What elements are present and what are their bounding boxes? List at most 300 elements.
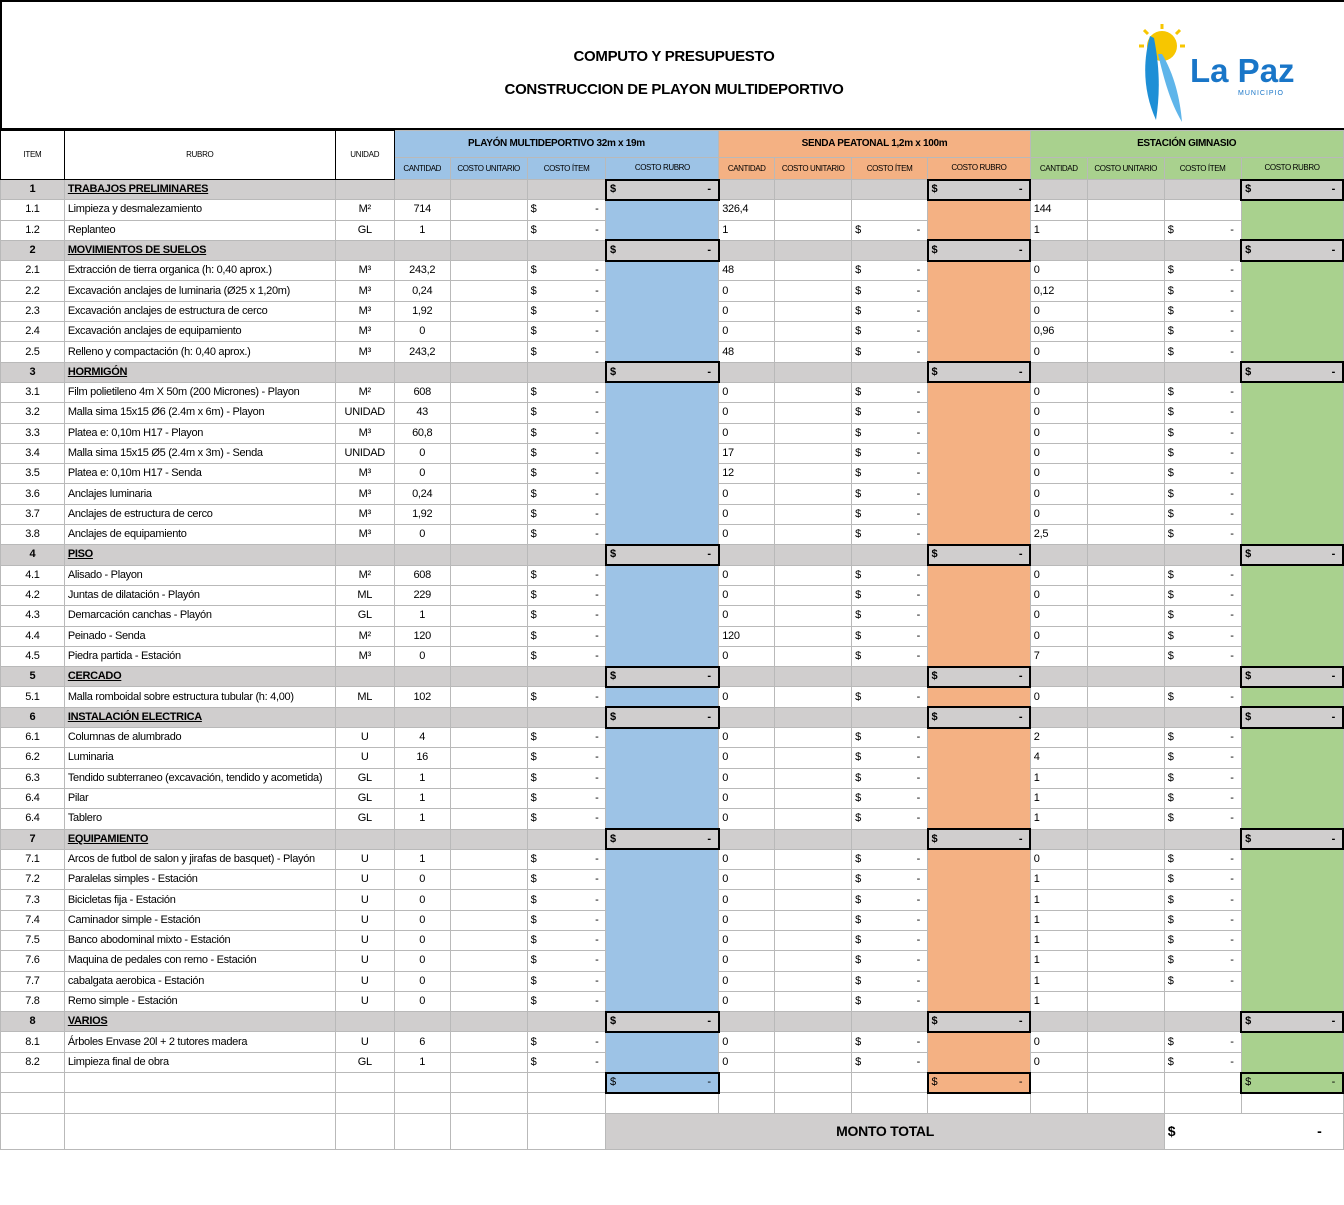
item-rubro: Luminaria [64, 748, 335, 768]
item-unit: U [335, 728, 394, 748]
item-cost-estacion [1164, 525, 1241, 545]
currency-symbol: $ [1167, 751, 1174, 764]
unit-cost-playon [450, 991, 527, 1011]
unit-cost-playon [450, 403, 527, 423]
item-rubro: Replanteo [64, 220, 335, 240]
money-value: - [595, 873, 599, 886]
money-value: - [1230, 609, 1234, 622]
empty-cell [719, 240, 775, 260]
unit-cost-senda [775, 748, 852, 768]
header-item: ITEM [1, 131, 65, 180]
quantity-estacion: 1 [1030, 930, 1087, 950]
rubro-cost-senda-block [928, 382, 1031, 544]
empty-cell [450, 667, 527, 687]
section-number: 8 [1, 1012, 65, 1032]
header-senda-costo-rubro: COSTO RUBRO [928, 158, 1031, 180]
unit-cost-senda [775, 951, 852, 971]
header-rubro: RUBRO [64, 131, 335, 180]
item-unit: ML [335, 585, 394, 605]
item-cost-playon [527, 1032, 606, 1052]
empty-cell [335, 1012, 394, 1032]
item-number: 8.2 [1, 1052, 65, 1072]
money-value: - [595, 1035, 599, 1048]
quantity-senda: 0 [719, 768, 775, 788]
section-cost-estacion [1241, 707, 1343, 727]
unit-cost-senda [775, 890, 852, 910]
spacer-row [1, 1093, 1344, 1113]
unit-cost-playon [450, 606, 527, 626]
item-unit: M² [335, 626, 394, 646]
currency-symbol: $ [855, 893, 861, 906]
currency-symbol: $ [1167, 325, 1174, 338]
item-rubro: Excavación anclajes de estructura de cerco [64, 301, 335, 321]
item-cost-estacion [1164, 951, 1241, 971]
item-number: 6.3 [1, 768, 65, 788]
currency-symbol: $ [1167, 771, 1174, 784]
item-number: 3.5 [1, 464, 65, 484]
subtotal-playon [606, 1073, 719, 1093]
item-rubro: Columnas de alumbrado [64, 728, 335, 748]
item-cost-playon [527, 565, 606, 585]
money-value: - [1331, 365, 1335, 378]
currency-symbol: $ [1167, 609, 1174, 622]
item-rubro: Maquina de pedales con remo - Estación [64, 951, 335, 971]
rubro-cost-senda-block [928, 261, 1031, 362]
item-cost-estacion [1164, 1052, 1241, 1072]
money-value: - [1331, 1076, 1335, 1089]
money-value: - [916, 528, 920, 541]
quantity-estacion: 1 [1030, 870, 1087, 890]
item-unit: ML [335, 687, 394, 707]
item-cost-estacion [1164, 342, 1241, 362]
quantity-senda: 0 [719, 971, 775, 991]
unit-cost-estacion [1087, 342, 1164, 362]
item-number: 8.1 [1, 1032, 65, 1052]
item-rubro: Caminador simple - Estación [64, 910, 335, 930]
currency-symbol: $ [1167, 568, 1174, 581]
item-cost-playon [527, 281, 606, 301]
section-number: 6 [1, 707, 65, 727]
empty-cell [719, 1012, 775, 1032]
empty-cell [1087, 667, 1164, 687]
unit-cost-senda [775, 728, 852, 748]
money-value: - [1230, 345, 1234, 358]
money-value: - [916, 223, 920, 236]
unit-cost-playon [450, 565, 527, 585]
empty-cell [719, 707, 775, 727]
quantity-playon: 1 [394, 849, 450, 869]
money-value: - [1230, 304, 1234, 317]
money-value: - [916, 568, 920, 581]
empty-cell [335, 545, 394, 565]
item-unit: M³ [335, 423, 394, 443]
currency-symbol: $ [1167, 873, 1174, 886]
empty-cell [1030, 240, 1087, 260]
item-rubro: Relleno y compactación (h: 0,40 aprox.) [64, 342, 335, 362]
currency-symbol: $ [530, 568, 537, 581]
empty-cell [64, 1073, 335, 1093]
money-value: - [595, 954, 599, 967]
item-cost-estacion [1164, 646, 1241, 666]
unit-cost-senda [775, 322, 852, 342]
unit-cost-playon [450, 768, 527, 788]
quantity-senda: 0 [719, 646, 775, 666]
unit-cost-senda [775, 809, 852, 829]
item-number: 6.1 [1, 728, 65, 748]
money-value: - [1230, 974, 1234, 987]
item-cost-senda [852, 565, 928, 585]
section-cost-estacion [1241, 545, 1343, 565]
currency-symbol: $ [1245, 548, 1251, 561]
empty-cell [1164, 707, 1241, 727]
money-value: - [1230, 406, 1234, 419]
section-cost-senda [928, 240, 1031, 260]
quantity-estacion: 2 [1030, 728, 1087, 748]
item-cost-senda [852, 870, 928, 890]
item-cost-estacion [1164, 1032, 1241, 1052]
item-row [1, 382, 1344, 402]
currency-symbol: $ [855, 589, 861, 602]
currency-symbol: $ [530, 447, 537, 459]
unit-cost-senda [775, 261, 852, 281]
section-row [1, 362, 1344, 382]
money-value: - [595, 609, 599, 622]
money-value: - [1331, 244, 1335, 257]
unit-cost-estacion [1087, 626, 1164, 646]
item-row [1, 261, 1344, 281]
subtotal-senda [928, 1073, 1031, 1093]
item-unit: M³ [335, 504, 394, 524]
quantity-senda: 0 [719, 687, 775, 707]
currency-symbol: $ [1245, 1076, 1251, 1089]
empty-cell [852, 1093, 928, 1113]
money-value: - [595, 731, 599, 744]
quantity-playon: 1 [394, 809, 450, 829]
section-title: TRABAJOS PRELIMINARES [64, 180, 335, 200]
currency-symbol: $ [1167, 426, 1174, 439]
currency-symbol: $ [530, 406, 537, 419]
currency-symbol: $ [530, 487, 537, 500]
item-number: 3.8 [1, 525, 65, 545]
budget-table [0, 130, 1344, 1150]
subtotal-row [1, 1073, 1344, 1093]
item-unit: M³ [335, 525, 394, 545]
quantity-estacion: 0 [1030, 504, 1087, 524]
quantity-senda: 0 [719, 382, 775, 402]
empty-cell [1, 1073, 65, 1093]
section-cost-estacion [1241, 180, 1343, 200]
light-blue-leaf-icon [1158, 54, 1182, 122]
unit-cost-estacion [1087, 1032, 1164, 1052]
unit-cost-estacion [1087, 849, 1164, 869]
unit-cost-playon [450, 870, 527, 890]
item-unit: GL [335, 788, 394, 808]
money-value: - [595, 467, 599, 480]
unit-cost-playon [450, 301, 527, 321]
quantity-playon: 1 [394, 220, 450, 240]
currency-symbol: $ [530, 792, 537, 805]
item-unit: U [335, 849, 394, 869]
money-value: - [916, 609, 920, 622]
empty-cell [450, 240, 527, 260]
section-cost-senda [928, 667, 1031, 687]
item-cost-playon [527, 687, 606, 707]
quantity-estacion: 1 [1030, 910, 1087, 930]
item-rubro: Excavación anclajes de equipamiento [64, 322, 335, 342]
currency-symbol: $ [855, 284, 861, 297]
section-cost-senda [928, 180, 1031, 200]
item-rubro: Piedra partida - Estación [64, 646, 335, 666]
currency-symbol: $ [855, 751, 861, 764]
empty-cell [775, 667, 852, 687]
quantity-estacion: 0,12 [1030, 281, 1087, 301]
currency-symbol: $ [530, 325, 537, 338]
currency-symbol: $ [530, 345, 537, 358]
empty-cell [1087, 362, 1164, 382]
money-value: - [916, 264, 920, 277]
money-value: - [1230, 629, 1234, 642]
quantity-playon: 243,2 [394, 261, 450, 281]
currency-symbol: $ [530, 751, 537, 764]
item-cost-estacion [1164, 504, 1241, 524]
money-value: - [707, 1076, 711, 1089]
currency-symbol: $ [1167, 731, 1174, 744]
header-senda-costo-unitario: COSTO UNITARIO [775, 158, 852, 180]
quantity-estacion: 1 [1030, 220, 1087, 240]
section-cost-playon [606, 667, 719, 687]
item-rubro: Peinado - Senda [64, 626, 335, 646]
quantity-estacion: 1 [1030, 951, 1087, 971]
section-cost-playon [606, 545, 719, 565]
item-cost-senda [852, 971, 928, 991]
rubro-cost-senda-block [928, 849, 1031, 1011]
money-value: - [916, 1035, 920, 1048]
quantity-estacion: 0 [1030, 585, 1087, 605]
currency-symbol: $ [1245, 710, 1251, 723]
item-number: 7.7 [1, 971, 65, 991]
currency-symbol: $ [855, 264, 861, 277]
money-value: - [707, 548, 711, 561]
money-value: - [916, 771, 920, 784]
currency-symbol: $ [931, 365, 938, 378]
quantity-estacion: 0 [1030, 687, 1087, 707]
money-value: - [1230, 873, 1234, 886]
money-value: - [707, 1015, 711, 1028]
money-value: - [916, 629, 920, 642]
quantity-estacion: 0 [1030, 626, 1087, 646]
quantity-senda: 0 [719, 423, 775, 443]
quantity-senda: 0 [719, 484, 775, 504]
empty-cell [527, 707, 606, 727]
unit-cost-playon [450, 626, 527, 646]
empty-cell [1164, 362, 1241, 382]
unit-cost-estacion [1087, 870, 1164, 890]
item-unit: M³ [335, 342, 394, 362]
section-row [1, 667, 1344, 687]
money-value: - [916, 792, 920, 805]
section-title: HORMIGÓN [64, 362, 335, 382]
item-cost-estacion [1164, 403, 1241, 423]
item-number: 3.4 [1, 443, 65, 463]
item-unit: M³ [335, 281, 394, 301]
document-subtitle: CONSTRUCCION DE PLAYON MULTIDEPORTIVO [504, 81, 844, 98]
unit-cost-senda [775, 870, 852, 890]
quantity-estacion: 0 [1030, 1032, 1087, 1052]
item-cost-playon [527, 849, 606, 869]
quantity-senda: 0 [719, 951, 775, 971]
unit-cost-senda [775, 1052, 852, 1072]
quantity-playon: 0 [394, 890, 450, 910]
quantity-estacion: 1 [1030, 809, 1087, 829]
item-rubro: Extracción de tierra organica (h: 0,40 aprox.) [64, 261, 335, 281]
currency-symbol: $ [1167, 913, 1174, 926]
unit-cost-senda [775, 788, 852, 808]
item-unit: M³ [335, 484, 394, 504]
quantity-estacion: 0 [1030, 423, 1087, 443]
quantity-senda: 0 [719, 504, 775, 524]
currency-symbol: $ [855, 528, 861, 541]
header-group-senda: SENDA PEATONAL 1,2m x 100m [719, 131, 1031, 158]
unit-cost-senda [775, 281, 852, 301]
item-unit: U [335, 971, 394, 991]
item-number: 4.1 [1, 565, 65, 585]
section-row [1, 1012, 1344, 1032]
currency-symbol: $ [530, 386, 537, 399]
item-number: 6.2 [1, 748, 65, 768]
rubro-cost-estacion-block [1241, 687, 1343, 707]
money-value: - [916, 690, 920, 703]
money-value: - [595, 507, 599, 520]
section-title: EQUIPAMIENTO [64, 829, 335, 849]
item-cost-playon [527, 890, 606, 910]
unit-cost-playon [450, 930, 527, 950]
item-number: 3.3 [1, 423, 65, 443]
quantity-estacion: 144 [1030, 200, 1087, 220]
empty-cell [450, 1073, 527, 1093]
empty-cell [394, 180, 450, 200]
item-cost-estacion [1164, 464, 1241, 484]
money-value: - [1230, 954, 1234, 967]
currency-symbol: $ [530, 467, 537, 480]
currency-symbol: $ [931, 670, 938, 683]
currency-symbol: $ [1167, 1123, 1176, 1140]
item-unit: M³ [335, 301, 394, 321]
money-value: - [1230, 771, 1234, 784]
quantity-playon: 0 [394, 971, 450, 991]
empty-cell [1087, 829, 1164, 849]
quantity-senda: 0 [719, 748, 775, 768]
currency-symbol: $ [530, 731, 537, 744]
item-number: 3.6 [1, 484, 65, 504]
document-title: COMPUTO Y PRESUPUESTO [573, 48, 775, 65]
currency-symbol: $ [855, 386, 861, 399]
quantity-senda: 48 [719, 261, 775, 281]
unit-cost-playon [450, 342, 527, 362]
quantity-estacion: 0 [1030, 849, 1087, 869]
section-cost-playon [606, 362, 719, 382]
money-value: - [1230, 507, 1234, 520]
empty-cell [335, 180, 394, 200]
money-value: - [916, 731, 920, 744]
item-cost-playon [527, 464, 606, 484]
empty-cell [527, 240, 606, 260]
currency-symbol: $ [855, 568, 861, 581]
empty-cell [852, 667, 928, 687]
rubro-cost-playon-block [606, 261, 719, 362]
empty-cell [1030, 667, 1087, 687]
quantity-senda: 17 [719, 443, 775, 463]
empty-cell [852, 240, 928, 260]
quantity-estacion: 0 [1030, 1052, 1087, 1072]
item-cost-playon [527, 788, 606, 808]
item-rubro: Anclajes de equipamiento [64, 525, 335, 545]
item-cost-senda [852, 626, 928, 646]
item-cost-estacion [1164, 322, 1241, 342]
item-cost-senda [852, 728, 928, 748]
item-unit: M² [335, 382, 394, 402]
money-value: - [1230, 1055, 1234, 1068]
section-cost-estacion [1241, 667, 1343, 687]
empty-cell [450, 1093, 527, 1113]
unit-cost-senda [775, 484, 852, 504]
unit-cost-playon [450, 788, 527, 808]
item-number: 1.1 [1, 200, 65, 220]
quantity-playon: 0,24 [394, 484, 450, 504]
quantity-estacion: 0 [1030, 342, 1087, 362]
item-cost-senda [852, 1052, 928, 1072]
money-value: - [916, 954, 920, 967]
money-value: - [1018, 670, 1023, 683]
money-value: - [595, 426, 599, 439]
item-number: 3.7 [1, 504, 65, 524]
empty-cell [775, 240, 852, 260]
total-value [1164, 1113, 1343, 1149]
currency-symbol: $ [855, 913, 861, 926]
item-number: 3.1 [1, 382, 65, 402]
currency-symbol: $ [530, 873, 537, 886]
money-value: - [595, 345, 599, 358]
rubro-cost-estacion-block [1241, 261, 1343, 362]
money-value: - [916, 467, 920, 480]
item-rubro: cabalgata aerobica - Estación [64, 971, 335, 991]
rubro-cost-playon-block [606, 728, 719, 829]
empty-cell [1030, 1012, 1087, 1032]
money-value: - [1230, 284, 1234, 297]
item-cost-playon [527, 910, 606, 930]
item-number: 7.8 [1, 991, 65, 1011]
empty-cell [1087, 180, 1164, 200]
section-cost-senda [928, 362, 1031, 382]
quantity-playon: 608 [394, 382, 450, 402]
item-cost-senda [852, 930, 928, 950]
item-rubro: Limpieza y desmalezamiento [64, 200, 335, 220]
item-cost-playon [527, 606, 606, 626]
money-value: - [707, 710, 711, 723]
item-unit: GL [335, 768, 394, 788]
empty-cell [852, 545, 928, 565]
money-value: - [916, 934, 920, 947]
unit-cost-playon [450, 200, 527, 220]
section-title: VARIOS [64, 1012, 335, 1032]
currency-symbol: $ [530, 649, 537, 662]
currency-symbol: $ [855, 873, 861, 886]
currency-symbol: $ [1245, 244, 1251, 257]
currency-symbol: $ [530, 852, 537, 865]
item-unit: U [335, 890, 394, 910]
currency-symbol: $ [609, 710, 616, 723]
money-value: - [1230, 690, 1234, 703]
quantity-playon: 0 [394, 464, 450, 484]
